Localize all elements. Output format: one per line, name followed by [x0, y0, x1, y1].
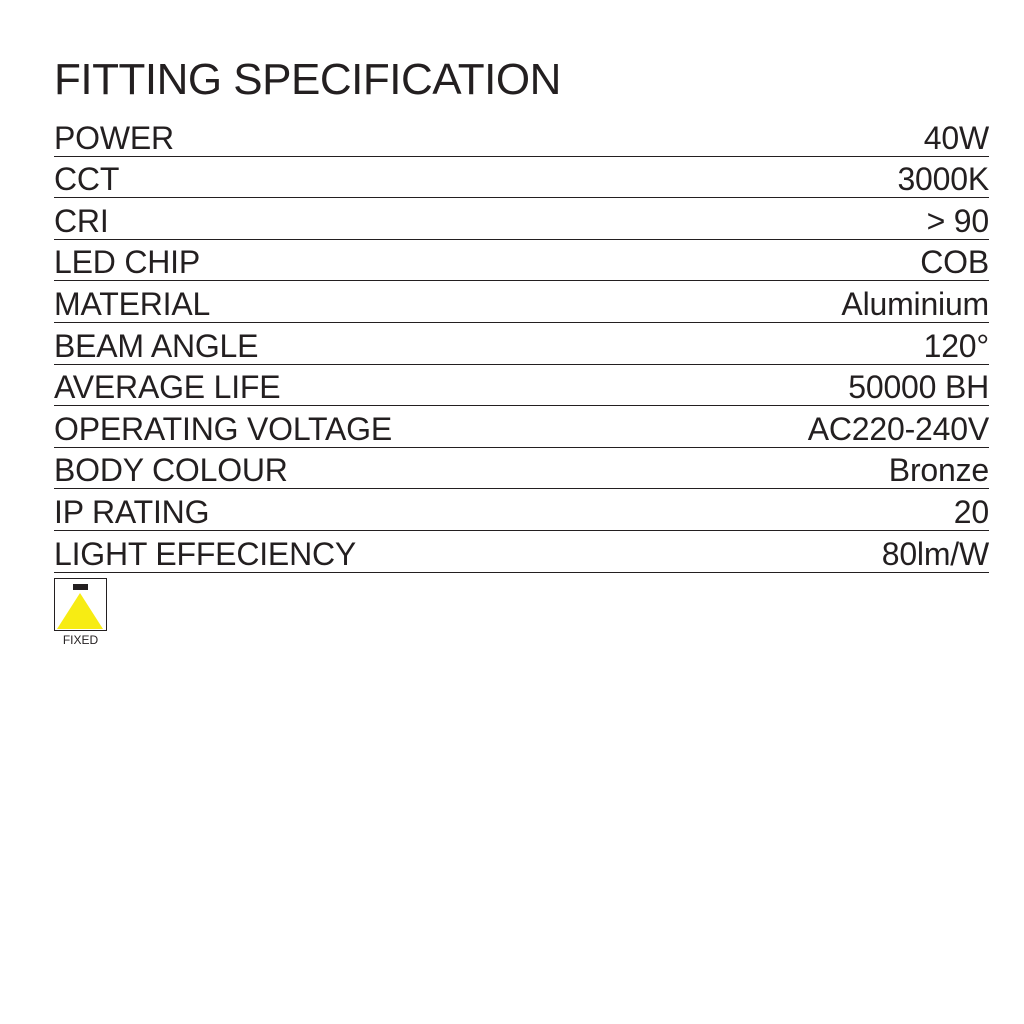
- spec-label: LIGHT EFFECIENCY: [54, 535, 357, 572]
- spec-label: CCT: [54, 161, 120, 198]
- spec-value: AC220-240V: [807, 410, 989, 447]
- spec-row-operating-voltage: [54, 406, 989, 448]
- spec-table: [54, 115, 989, 573]
- lamp-head-icon: [73, 584, 88, 590]
- spec-label: AVERAGE LIFE: [54, 369, 281, 406]
- spec-row-cct: [54, 157, 989, 199]
- spec-value: > 90: [926, 202, 989, 239]
- spec-label: MATERIAL: [54, 285, 211, 322]
- spec-value: 40W: [923, 119, 989, 156]
- spec-value: Aluminium: [841, 285, 989, 322]
- spec-value: 50000 BH: [848, 369, 989, 406]
- badge-caption: FIXED: [62, 633, 99, 647]
- spec-row-led-chip: [54, 240, 989, 282]
- spec-row-material: [54, 281, 989, 323]
- spec-label: BODY COLOUR: [54, 452, 288, 489]
- spec-label: CRI: [54, 202, 109, 239]
- spec-value: Bronze: [888, 452, 989, 489]
- spec-row-average-life: [54, 365, 989, 407]
- spec-value: 120°: [923, 327, 989, 364]
- spec-label: OPERATING VOLTAGE: [54, 410, 392, 447]
- fixed-downlight-icon: [54, 578, 107, 631]
- spec-row-light-efficiency: [54, 531, 989, 573]
- spec-row-ip-rating: [54, 489, 989, 531]
- spec-row-cri: [54, 198, 989, 240]
- spec-sheet: [54, 52, 989, 573]
- spec-label: BEAM ANGLE: [54, 327, 259, 364]
- page-title: FITTING SPECIFICATION: [54, 55, 561, 104]
- spec-row-beam-angle: [54, 323, 989, 365]
- fixed-badge: [54, 578, 107, 648]
- spec-label: LED CHIP: [54, 244, 200, 281]
- spec-value: 20: [953, 493, 989, 530]
- spec-row-body-colour: [54, 448, 989, 490]
- spec-value: 80lm/W: [881, 535, 989, 572]
- spec-value: COB: [920, 244, 989, 281]
- spec-value: 3000K: [897, 161, 989, 198]
- spec-row-power: [54, 115, 989, 157]
- spec-label: IP RATING: [54, 493, 210, 530]
- spec-label: POWER: [54, 119, 174, 156]
